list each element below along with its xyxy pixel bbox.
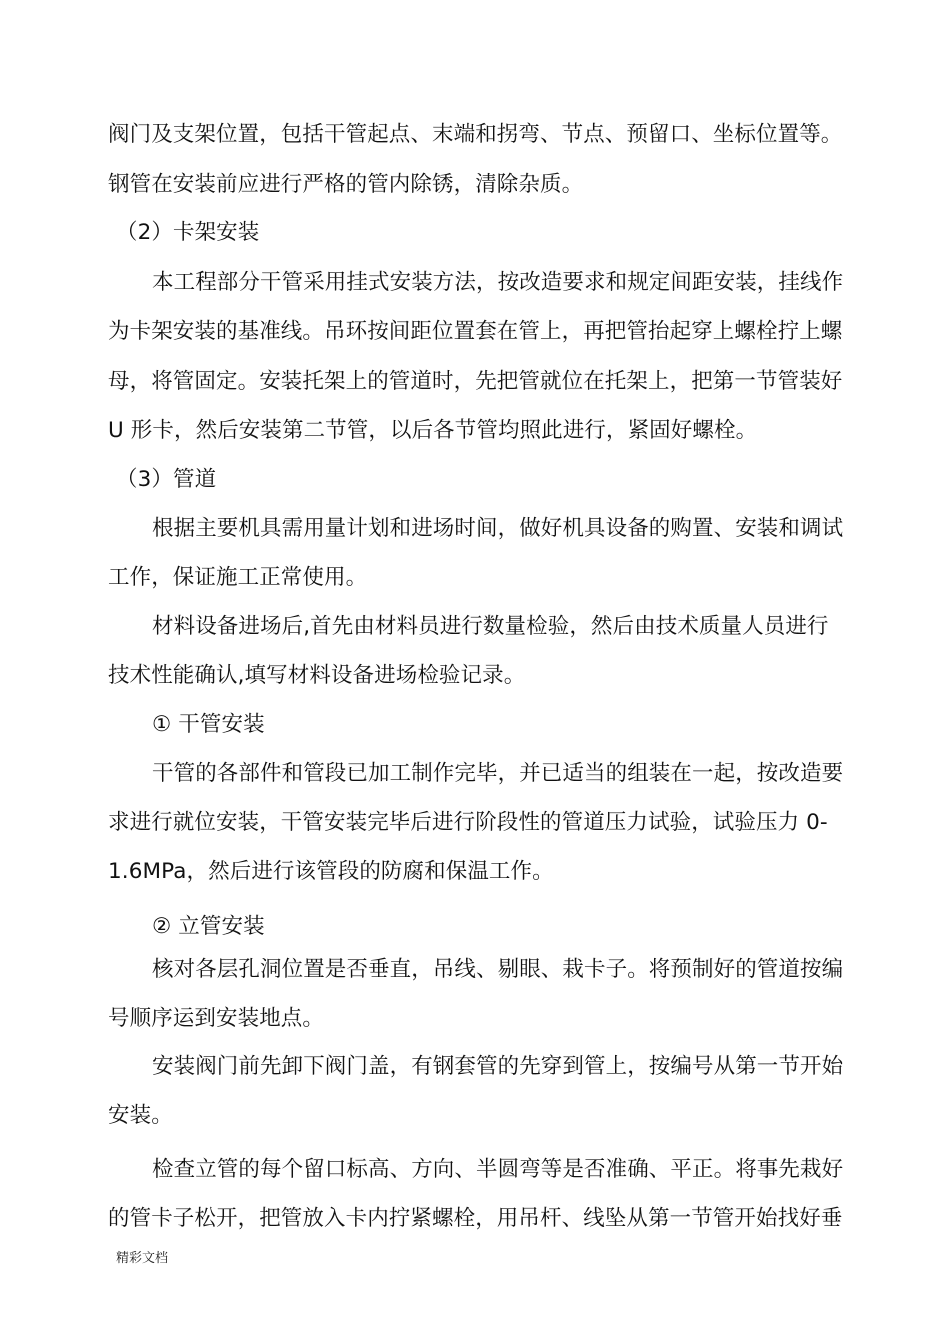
text-line: 检查立管的每个留口标高、方向、半圆弯等是否准确、平正。将事先栽好 [152, 1157, 844, 1182]
page-footer: 精彩文档 [116, 1251, 169, 1266]
text-line: 干管的各部件和管段已加工制作完毕，并已适当的组装在一起，按改造要 [152, 761, 844, 786]
text-line: 安装。 [108, 1103, 173, 1128]
text-line: 号顺序运到安装地点。 [108, 1006, 325, 1031]
text-line: U 形卡，然后安装第二节管，以后各节管均照此进行，紧固好螺栓。 [108, 418, 758, 443]
text-line: 本工程部分干管采用挂式安装方法，按改造要求和规定间距安装，挂线作 [152, 270, 844, 295]
text-line: 核对各层孔洞位置是否垂直，吊线、剔眼、栽卡子。将预制好的管道按编 [152, 957, 844, 982]
text-line: 材料设备进场后,首先由材料员进行数量检验，然后由技术质量人员进行 [152, 614, 829, 639]
text-line: 母，将管固定。安装托架上的管道时，先把管就位在托架上，把第一节管装好 [108, 369, 843, 394]
text-line: 钢管在安装前应进行严格的管内除锈，清除杂质。 [108, 172, 584, 197]
text-line: 求进行就位安装，干管安装完毕后进行阶段性的管道压力试验，试验压力 0- [108, 810, 828, 835]
text-line: 技术性能确认,填写材料设备进场检验记录。 [108, 663, 526, 688]
text-line: 根据主要机具需用量计划和进场时间，做好机具设备的购置、安装和调试 [152, 516, 844, 541]
text-line: 工作，保证施工正常使用。 [108, 565, 368, 590]
section-heading: （3）管道 [116, 467, 217, 492]
subsection-heading: ① 干管安装 [152, 712, 265, 737]
section-heading: （2）卡架安装 [116, 220, 260, 245]
text-line: 阀门及支架位置，包括干管起点、末端和拐弯、节点、预留口、坐标位置等。 [108, 122, 843, 147]
text-line: 安装阀门前先卸下阀门盖，有钢套管的先穿到管上，按编号从第一节开始 [152, 1054, 844, 1079]
subsection-heading: ② 立管安装 [152, 914, 265, 939]
text-line: 的管卡子松开，把管放入卡内拧紧螺栓，用吊杆、线坠从第一节管开始找好垂 [108, 1206, 843, 1231]
text-line: 1.6MPa，然后进行该管段的防腐和保温工作。 [108, 859, 554, 884]
text-line: 为卡架安装的基准线。吊环按间距位置套在管上，再把管抬起穿上螺栓拧上螺 [108, 319, 843, 344]
